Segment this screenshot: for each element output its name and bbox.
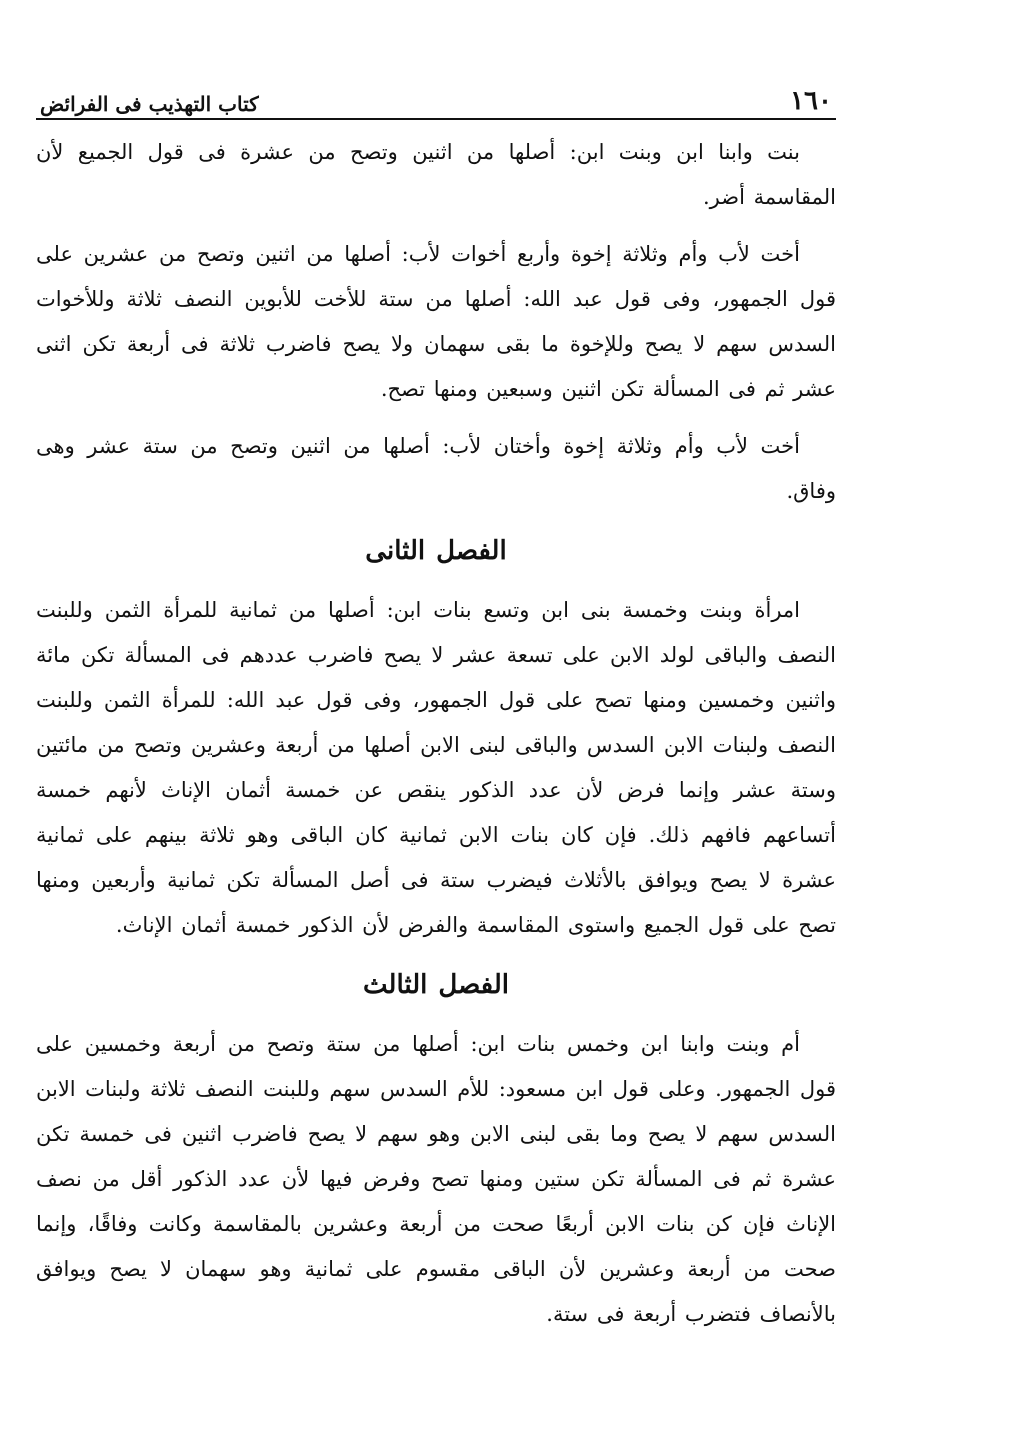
- book-page: [36, 70, 836, 1349]
- page-number: ١٦٠: [790, 86, 832, 116]
- paragraph: أم وبنت وابنا ابن وخمس بنات ابن: أصلها من ستة وتصح من أربعة وخمسين على قول الجمهور. وعلى قول ابن مسعود: للأم السدس سهم وللبنت النصف ثلاثة ولبنات الابن السدس سهم لا يصح وما بقى لبنى الابن وهو سهم لا يصح فاضرب اثنين فى خمسة تكن عشرة ثم فى المسألة تكن ستين ومنها تصح وفرض فيها لأن عدد الذكور أقل من نصف الإناث فإن كن بنات الابن أربعًا صحت من أربعة وعشرين بالمقاسمة وكانت وفاقًا، وإنما صحت من أربعة وعشرين لأن الباقى مقسوم على ثمانية وهو سهمان لا يصح ويوافق بالأنصاف فتضرب أربعة فى ستة.: [36, 1032, 836, 1326]
- paragraph: بنت وابنا ابن وبنت ابن: أصلها من اثنين وتصح من عشرة فى قول الجميع لأن المقاسمة أضر.: [36, 140, 836, 209]
- page-body: [36, 130, 836, 1337]
- paragraph: امرأة وبنت وخمسة بنى ابن وتسع بنات ابن: أصلها من ثمانية للمرأة الثمن وللبنت النصف والباقى لولد الابن على تسعة عشر لا يصح فاضرب عددهم فى المسألة تكن مائة واثنين وخمسين ومنها تصح على قول الجمهور، وفى قول عبد الله: للمرأة الثمن وللبنت النصف ولبنات الابن السدس والباقى لبنى الابن أصلها من أربعة وعشرين وتصح من مائتين وستة عشر وإنما فرض لأن عدد الذكور ينقص عن خمسة أثمان الإناث لأنهم خمسة أتساعهم فافهم ذلك. فإن كان بنات الابن ثمانية كان الباقى وهو ثلاثة بينهم على ثمانية عشرة لا يصح ويوافق بالأثلاث فيضرب ستة فى أصل المسألة تكن ثمانية وأربعين ومنها تصح على قول الجميع واستوى المقاسمة والفرض لأن الذكور خمسة أثمان الإناث.: [36, 598, 836, 937]
- running-header: [36, 70, 836, 120]
- paragraph: أخت لأب وأم وثلاثة إخوة وأختان لأب: أصلها من اثنين وتصح من ستة عشر وهى وفاق.: [36, 434, 836, 503]
- section-heading: الفصل الثالث: [363, 970, 509, 1000]
- section-heading: الفصل الثانى: [365, 536, 507, 566]
- paragraph: أخت لأب وأم وثلاثة إخوة وأربع أخوات لأب: أصلها من اثنين وتصح من عشرين على قول الجمهور، وفى قول عبد الله: أصلها من ستة للأخت للأبوين النصف ثلاثة وللأخوات السدس سهم لا يصح وللإخوة ما بقى سهمان ولا يصح فاضرب ثلاثة فى أربعة تكن اثنى عشر ثم فى المسألة تكن اثنين وسبعين ومنها تصح.: [36, 242, 836, 401]
- book-title: كتاب التهذيب فى الفرائض: [40, 92, 259, 116]
